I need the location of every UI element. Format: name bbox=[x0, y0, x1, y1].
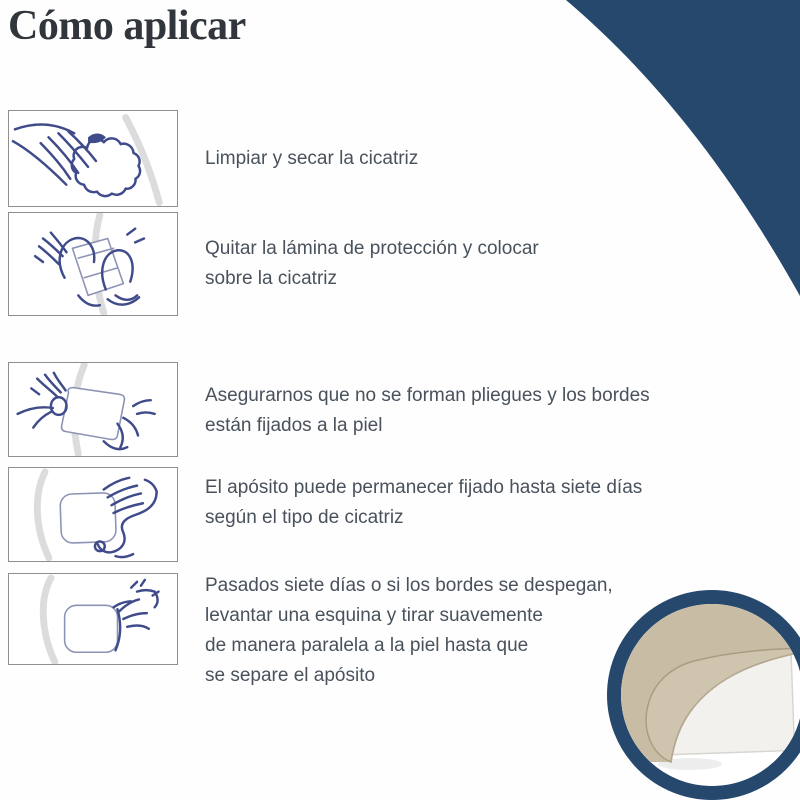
caption-line: se separe el apósito bbox=[205, 665, 376, 686]
step-1-figure bbox=[8, 110, 178, 207]
fingers-peeling-dressing-icon bbox=[9, 574, 177, 664]
corner-curve-shape bbox=[566, 0, 800, 296]
caption-line: Quitar la lámina de protección y colocar bbox=[205, 238, 539, 259]
hands-checking-edges-icon bbox=[9, 363, 177, 456]
caption-line: El apósito puede permanecer fijado hasta siete días bbox=[205, 477, 643, 498]
step-5-caption bbox=[205, 571, 613, 691]
caption-line: levantar una esquina y tirar suavemente bbox=[205, 605, 543, 626]
step-2-figure bbox=[8, 212, 178, 316]
step-3-caption bbox=[205, 381, 650, 441]
caption-line: Limpiar y secar la cicatriz bbox=[205, 148, 419, 169]
step-5-figure bbox=[8, 573, 178, 665]
step-3-figure bbox=[8, 362, 178, 457]
product-photo-circle bbox=[605, 590, 800, 793]
step-4-caption bbox=[205, 473, 642, 533]
caption-line: según el tipo de cicatriz bbox=[205, 507, 404, 528]
hand-pressing-dressing-icon bbox=[9, 468, 177, 561]
caption-line: Asegurarnos que no se forman pliegues y los bordes bbox=[205, 385, 650, 406]
page-title: Cómo aplicar bbox=[8, 3, 246, 49]
caption-line: Pasados siete días o si los bordes se despegan, bbox=[205, 575, 613, 596]
hands-removing-protective-film-icon bbox=[9, 213, 177, 315]
step-2-caption bbox=[205, 234, 539, 294]
hand-cleaning-sponge-icon bbox=[9, 111, 177, 206]
caption-line: de manera paralela a la piel hasta que bbox=[205, 635, 529, 656]
step-1-caption bbox=[205, 144, 418, 174]
step-4-figure bbox=[8, 467, 178, 562]
caption-line: están fijados a la piel bbox=[205, 415, 383, 436]
caption-line: sobre la cicatriz bbox=[205, 268, 337, 289]
